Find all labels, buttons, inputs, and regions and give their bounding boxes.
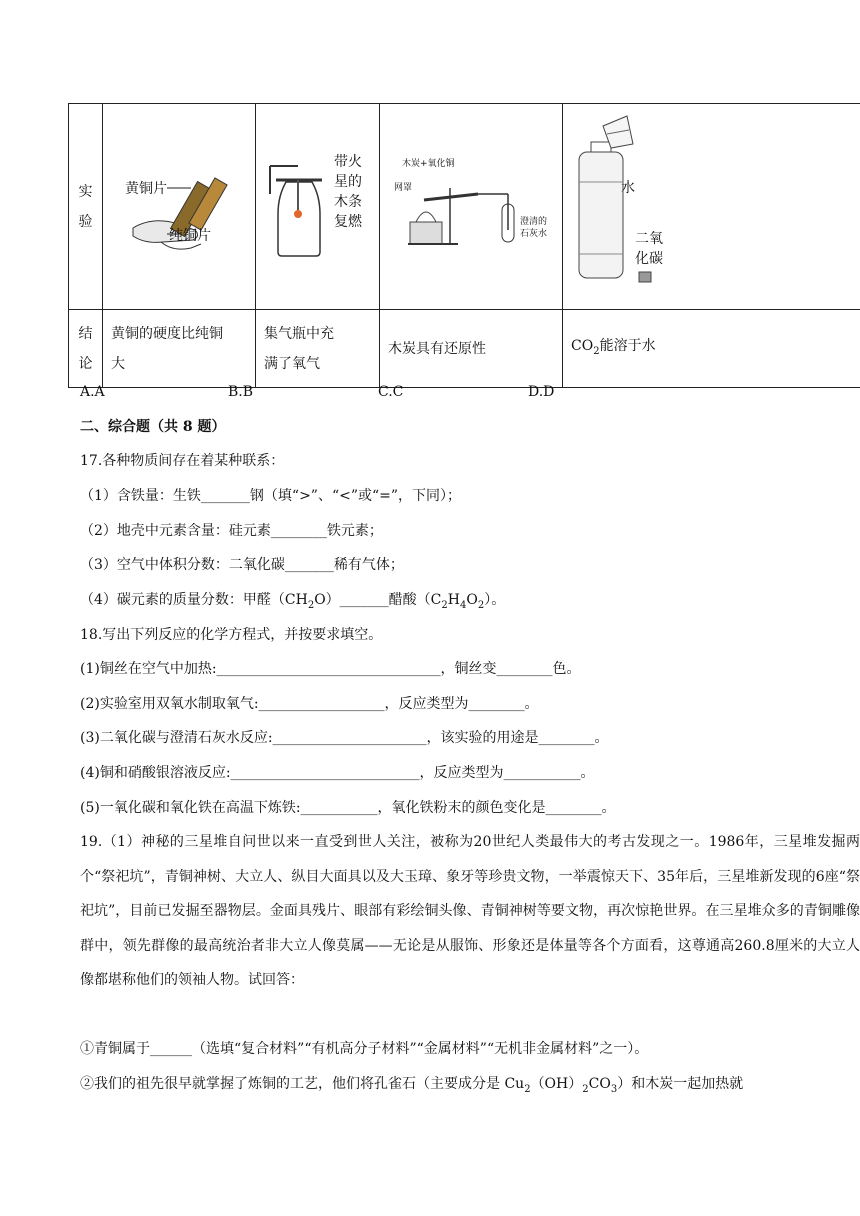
option-b[interactable]: B.B — [228, 384, 254, 400]
row-header-experiment: 实 验 — [69, 104, 103, 310]
label-line-1: 带火 — [334, 154, 362, 170]
conclusion-row — [69, 310, 860, 388]
q17-line-3: （3）空气中体积分数：二氧化碳_______稀有气体； — [80, 557, 404, 573]
q17-line-1: （1）含铁量：生铁_______钢（填“>”、“<”或“=”，下同）； — [80, 488, 462, 504]
q18-line-4: (4)铜和硝酸银溶液反应:___________________________，反应类型为___________。 — [80, 765, 595, 781]
q19-paragraph: 19.（1）神秘的三星堆自问世以来一直受到世人关注，被称为20世纪人类最伟大的考古发现之一。1986年，三星堆发掘两个“祭祀坑”，青铜神树、大立人、纵目大面具以及大玉璋、象牙等珍贵文物，一举震惊天下、35年后，三星堆新发现的6座“祭祀坑”，目前已发掘至器物层。金面具残片、眼部有彩绘铜头像、青铜神树等要文物，再次惊艳世界。在三星堆众多的青铜雕像群中，领先群像的最高统治者非大立人像莫属——无论是从服饰、形象还是体量等各个方面看，这尊通高260.8厘米的大立人像都堪称他们的领袖人物。试回答： — [80, 834, 860, 988]
label-line-3: 木条 — [334, 194, 362, 210]
q17-stem: 17.各种物质间存在着某种联系： — [80, 453, 285, 469]
label-co2-2: 化碳 — [635, 251, 663, 267]
q18-line-3: (3)二氧化碳与澄清石灰水反应:______________________，该实验的用途是________。 — [80, 730, 609, 746]
conclusion-b: 集气瓶中充 满了氧气 — [256, 310, 380, 388]
label-pure-copper: 纯铜片 — [169, 228, 211, 244]
figure-c-carbon-reduction — [380, 104, 563, 310]
option-c[interactable]: C.C — [378, 384, 404, 400]
label-co2-1: 二氧 — [635, 231, 663, 247]
q19-sub-1: ①青铜属于______（选填“复合材料”“有机高分子材料”“金属材料”“无机非金属材料”之一）。 — [80, 1041, 649, 1057]
q17-line-2: （2）地壳中元素含量：硅元素________铁元素； — [80, 523, 383, 539]
row-header-conclusion: 结 论 — [69, 310, 103, 388]
conclusion-d: $CO_2$能溶于水 — [563, 310, 860, 388]
conclusion-c: 木炭具有还原性 — [380, 310, 563, 388]
figure-b-oxygen-bottle — [256, 104, 380, 310]
label-brass-sheet: 黄铜片 — [125, 181, 167, 197]
section-title: 二、综合题（共 8 题） — [80, 419, 226, 435]
experiment-row — [69, 104, 860, 310]
label-lime-water-2: 石灰水 — [520, 229, 548, 239]
q18-line-5: (5)一氧化碳和氧化铁在高温下炼铁:___________，氧化铁粉末的颜色变化是________。 — [80, 800, 616, 816]
label-water: 水 — [621, 180, 635, 196]
option-d[interactable]: D.D — [528, 384, 555, 400]
experiment-table — [68, 103, 860, 388]
q17-line-4: （4）碳元素的质量分数：甲醛$(CH_2O)\_\_\_\_\_\_\_$醋酸$(C_2H_4O_2)$。 — [80, 592, 506, 611]
figure-d-co2-bottle — [563, 104, 860, 310]
answer-options — [80, 384, 860, 404]
label-line-2: 星的 — [334, 174, 362, 190]
label-charcoal-cuo: 木炭+氧化铜 — [402, 159, 455, 169]
q18-stem: 18.写出下列反应的化学方程式，并按要求填空。 — [80, 627, 383, 643]
label-line-4: 复燃 — [334, 214, 362, 230]
conclusion-a: 黄铜的硬度比纯铜 大 — [103, 310, 256, 388]
figure-a-brass-scratch — [103, 104, 256, 310]
label-mesh-cover: 网罩 — [394, 183, 413, 193]
label-lime-water-1: 澄清的 — [520, 217, 548, 227]
q19-sub-2: ②我们的祖先很早就掌握了炼铜的工艺，他们将孔雀石（主要成分是 $Cu_2(OH)_2CO_3$）和木炭一起加热就 — [80, 1076, 744, 1095]
q18-line-2: (2)实验室用双氧水制取氧气:__________________，反应类型为________。 — [80, 696, 539, 712]
option-a[interactable]: A.A — [80, 384, 105, 400]
q18-line-1: (1)铜丝在空气中加热:________________________________，铜丝变________色。 — [80, 661, 581, 677]
